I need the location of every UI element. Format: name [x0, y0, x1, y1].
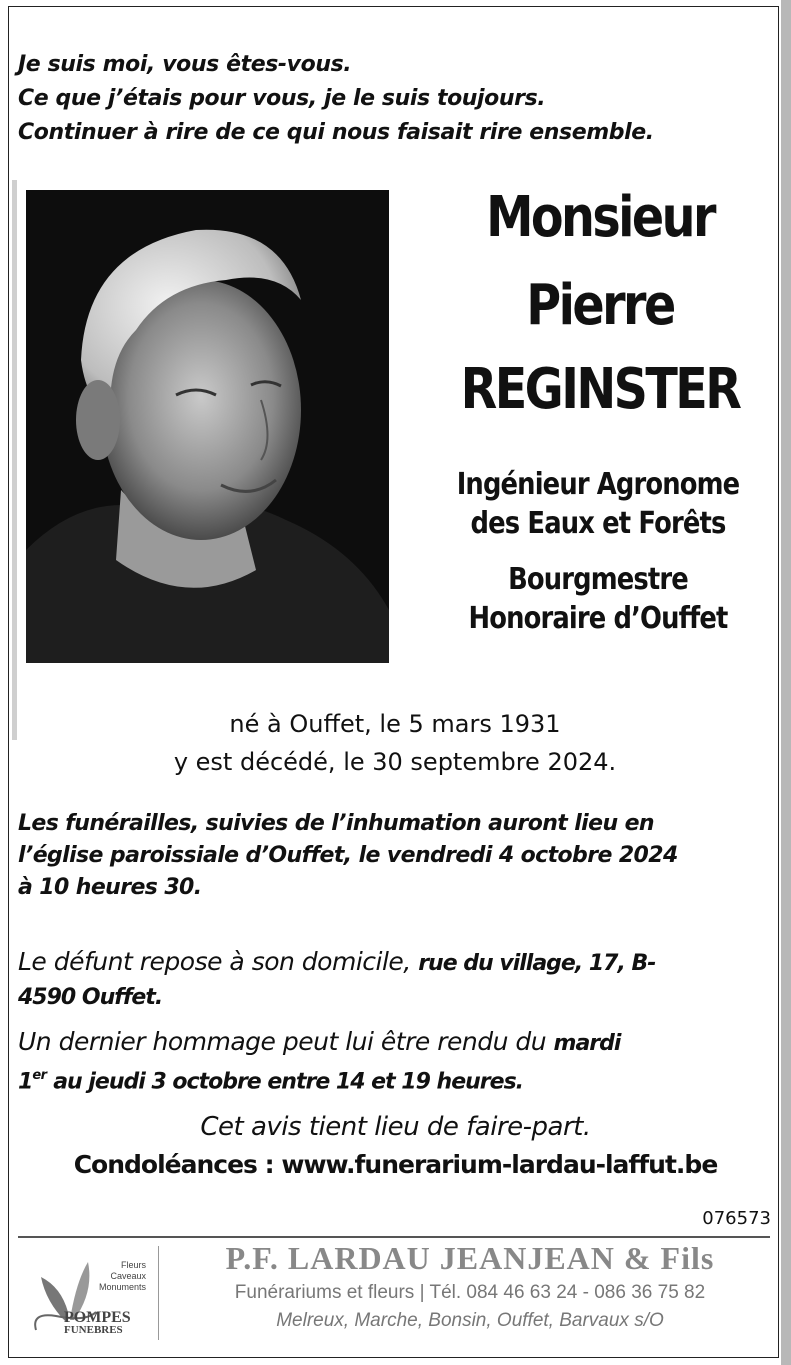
logo-word: Monuments [98, 1282, 146, 1292]
homage-superscript: er [32, 1068, 47, 1083]
footer-separator [158, 1246, 159, 1340]
epitaph-line: Je suis moi, vous êtes-vous. [18, 52, 352, 77]
funeral-line: l’église paroissiale d’Ouffet, le vendredi 4 octobre 2024 [18, 843, 678, 868]
repose-line-1 [18, 946, 776, 980]
logo-word: Caveaux [110, 1271, 146, 1281]
homage-info [18, 1026, 776, 1098]
funeral-line: à 10 heures 30. [18, 875, 202, 900]
condolences-link[interactable]: Condoléances : www.funerarium-lardau-laffut.be [73, 1150, 718, 1179]
firm-contact [170, 1282, 770, 1304]
title-line: Ingénieur Agronome [456, 467, 740, 502]
epitaph-line: Ce que j’étais pour vous, je le suis toujours. [18, 86, 546, 111]
repose-city: 4590 Ouffet. [18, 985, 163, 1010]
homage-line-1 [18, 1026, 776, 1060]
epitaph-quote [18, 48, 758, 150]
portrait-photo [26, 190, 389, 663]
firm-locations: Melreux, Marche, Bonsin, Ouffet, Barvaux s/O [276, 1310, 664, 1331]
funeral-details [18, 808, 776, 904]
deceased-civility: Monsieur [486, 185, 714, 250]
repose-info [18, 946, 776, 1014]
title-line: Bourgmestre [508, 562, 688, 597]
funeral-line: Les funérailles, suivies de l’inhumation auront lieu en [18, 811, 654, 836]
homage-date-a: 1 [18, 1069, 33, 1095]
firm-name: P.F. LARDAU JEANJEAN & Fils [225, 1240, 715, 1276]
deceased-last-name: REGINSTER [460, 357, 740, 422]
logo-caption [86, 1260, 146, 1293]
repose-line-2 [18, 980, 776, 1014]
repose-text: Le défunt repose à son domicile, [18, 947, 419, 976]
homage-date-b: au jeudi 3 octobre entre 14 et 19 heures. [46, 1069, 524, 1095]
pompes-funebres-mark [64, 1309, 131, 1336]
deceased-first-name: Pierre [526, 273, 674, 338]
repose-address: rue du village, 17, B- [418, 951, 656, 976]
pompes-word: POMPES [64, 1309, 131, 1326]
portrait-drawing [26, 190, 389, 663]
epitaph-line: Continuer à rire de ce qui nous faisait rire ensemble. [18, 120, 654, 145]
logo-word: Fleurs [120, 1260, 146, 1270]
birth-date: né à Ouffet, le 5 mars 1931 [229, 710, 561, 738]
homage-text: Un dernier hommage peut lui être rendu du [18, 1027, 554, 1056]
faire-part-note: Cet avis tient lieu de faire-part. [200, 1112, 591, 1142]
death-date: y est décédé, le 30 septembre 2024. [173, 748, 617, 776]
left-margin-strip [12, 180, 17, 740]
footer-divider [18, 1236, 770, 1238]
firm-services: Funérariums et fleurs [234, 1282, 415, 1303]
title-line: des Eaux et Forêts [470, 506, 726, 541]
firm-phone: | Tél. 084 46 63 24 - 086 36 75 82 [419, 1282, 706, 1303]
homage-day: mardi [553, 1031, 621, 1056]
funebres-word: FUNEBRES [64, 1324, 123, 1336]
reference-number: 076573 [702, 1208, 771, 1229]
homage-line-2 [18, 1060, 776, 1098]
title-line: Honoraire d’Ouffet [468, 601, 728, 636]
